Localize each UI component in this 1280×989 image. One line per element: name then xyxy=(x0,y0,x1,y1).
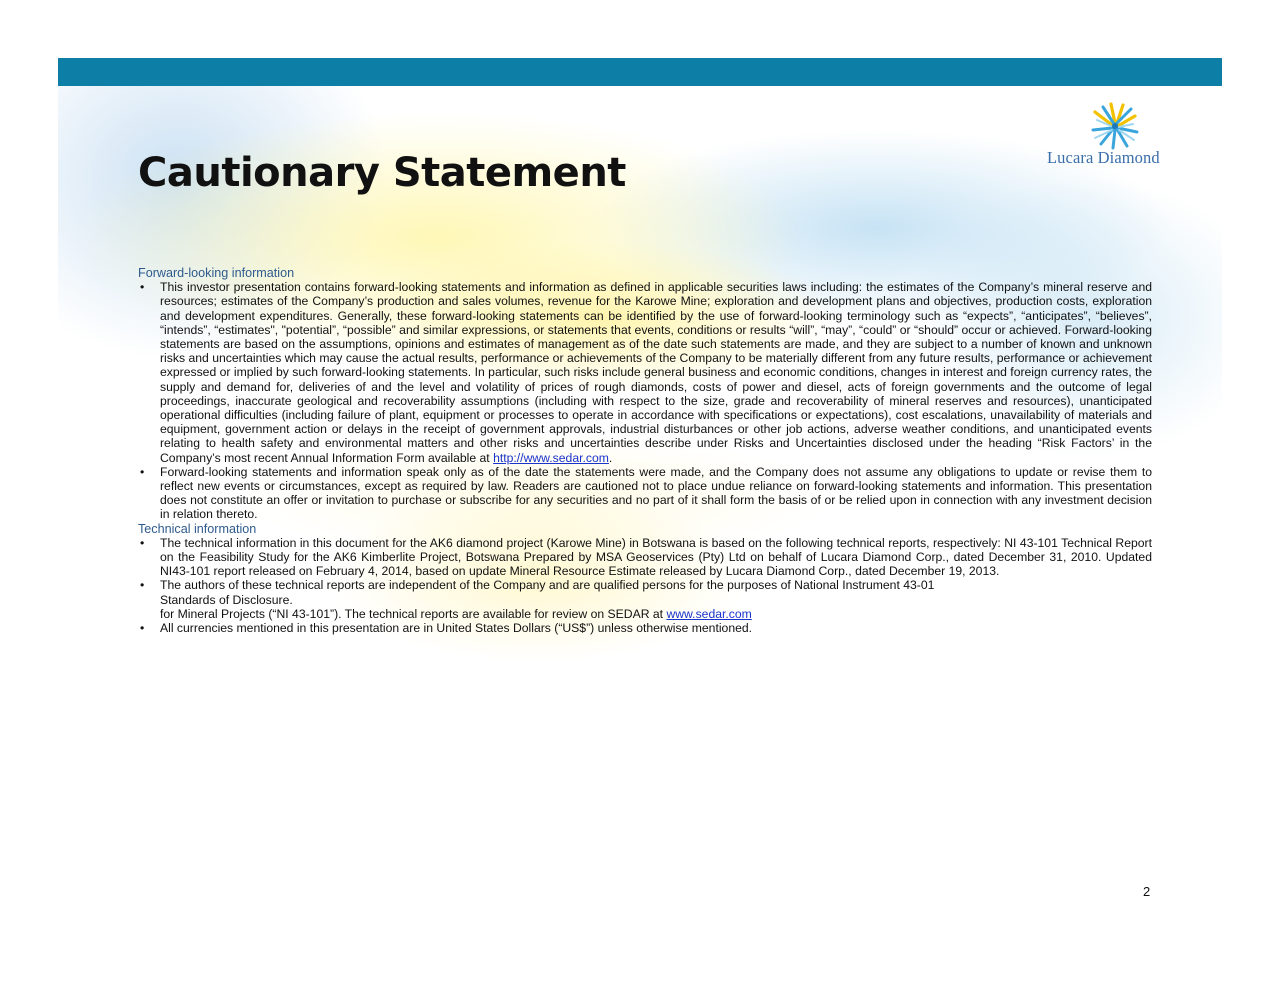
list-item xyxy=(138,465,1152,522)
bullet-text: for Mineral Projects (“NI 43-101”). The technical reports are available for review on SEDAR at xyxy=(160,606,664,621)
bullet-text: This investor presentation contains forward-looking statements and information as defined in applicable securities laws including: the estimates of the Company’s mineral reserve and resources; estimates of the Company’s production and sales volumes, revenue for the Karowe Mine; exploration and development plans and objectives, production costs, exploration and development expenditures. Generally, these forward-looking statements can be identified by the use of forward-looking terminology such as “expects”, “anticipates”, “believes”, “intends”, “estimates", "potential”, “possible” and similar expressions, or statements that events, conditions or results “will”, “may”, “could” or “should” occur or achieved. Forward-looking statements are based on the assumptions, opinions and estimates of management as of the date such statements are made, and they are subject to a number of known and unknown risks and uncertainties which may cause the actual results, performance or achievements of the Company to be materially different from any future results, performance or achievement expressed or implied by such forward-looking statements. In particular, such risks include general business and economic conditions, changes in interest and foreign currency rates, the supply and demand for, deliveries of and the level and volatility of prices of rough diamonds, costs of power and diesel, acts of foreign governments and the outcome of legal proceedings, inaccurate geological and recoverability assumptions (including with respect to the size, grade and recoverability of mineral reserves and resources), unanticipated operational difficulties (including failure of plant, equipment or processes to operate in accordance with specifications or expectations), cost escalations, unavailability of materials and equipment, government action or delays in the receipt of government approvals, industrial disturbances or other job actions, adverse weather conditions, and unanticipated events relating to health safety and environmental matters and other risks and uncertainties describe under Risks and Uncertainties disclosed under the heading “Risk Factors’ in the Company’s most recent Annual Information Form available at xyxy=(160,280,1152,465)
bullet-icon: • xyxy=(140,280,145,295)
company-logo xyxy=(1043,98,1193,178)
list-item xyxy=(138,578,1152,621)
list-item xyxy=(138,621,1152,635)
bullet-text: The technical information in this document for the AK6 diamond project (Karowe Mine) in Botswana is based on the following technical reports, respectively: NI 43-101 Technical Report on the Feasibility Study for the AK6 Kimberlite Project, Botswana Prepared by MSA Geoservices (Pty) Ltd on behalf of Lucara Diamond Corp., dated December 31, 2010. Updated NI43-101 report released on February 4, 2014, based on update Mineral Resource Estimate released by Lucara Diamond Corp., dated December 19, 2013. xyxy=(160,535,1152,579)
page-title: Cautionary Statement xyxy=(138,150,626,196)
bullet-icon: • xyxy=(140,535,145,550)
bullet-text: The authors of these technical reports are independent of the Company and are qualified persons for the purposes of National Instrument 43-01 xyxy=(160,578,935,593)
forward-looking-heading: Forward-looking information xyxy=(138,266,295,280)
technical-heading: Technical information xyxy=(138,521,257,536)
bullet-icon: • xyxy=(140,578,145,593)
forward-looking-paragraph xyxy=(160,280,1152,465)
bullet-text: Standards of Disclosure. xyxy=(160,592,293,607)
bullet-icon: • xyxy=(140,621,145,636)
bullet-icon: • xyxy=(140,464,145,479)
sedar-link[interactable]: http://www.sedar.com xyxy=(493,450,609,465)
bullet-text-end: . xyxy=(608,450,613,465)
top-color-band xyxy=(58,58,1222,86)
bullet-text-line xyxy=(160,607,1152,621)
logo-wordmark: Lucara Diamond xyxy=(1047,148,1160,167)
list-item xyxy=(138,536,1152,579)
sedar-link[interactable]: www.sedar.com xyxy=(666,606,752,621)
list-item xyxy=(138,280,1152,465)
bullet-text: All currencies mentioned in this presentation are in United States Dollars (“US$”) unless otherwise mentioned. xyxy=(160,621,753,636)
bullet-text: Forward-looking statements and information speak only as of the date the statements were made, and the Company does not assume any obligations to update or revise them to reflect new events or circumstances, except as required by law. Readers are cautioned not to place undue reliance on forward-looking statements and information. This presentation does not constitute an offer or invitation to purchase or subscribe for any securities and no part of it shall form the basis of or be relied upon in connection with any investment decision in relation thereto. xyxy=(160,464,1152,522)
cautionary-content xyxy=(138,266,1152,635)
page-number: 2 xyxy=(1143,884,1151,899)
slide xyxy=(58,58,1222,989)
